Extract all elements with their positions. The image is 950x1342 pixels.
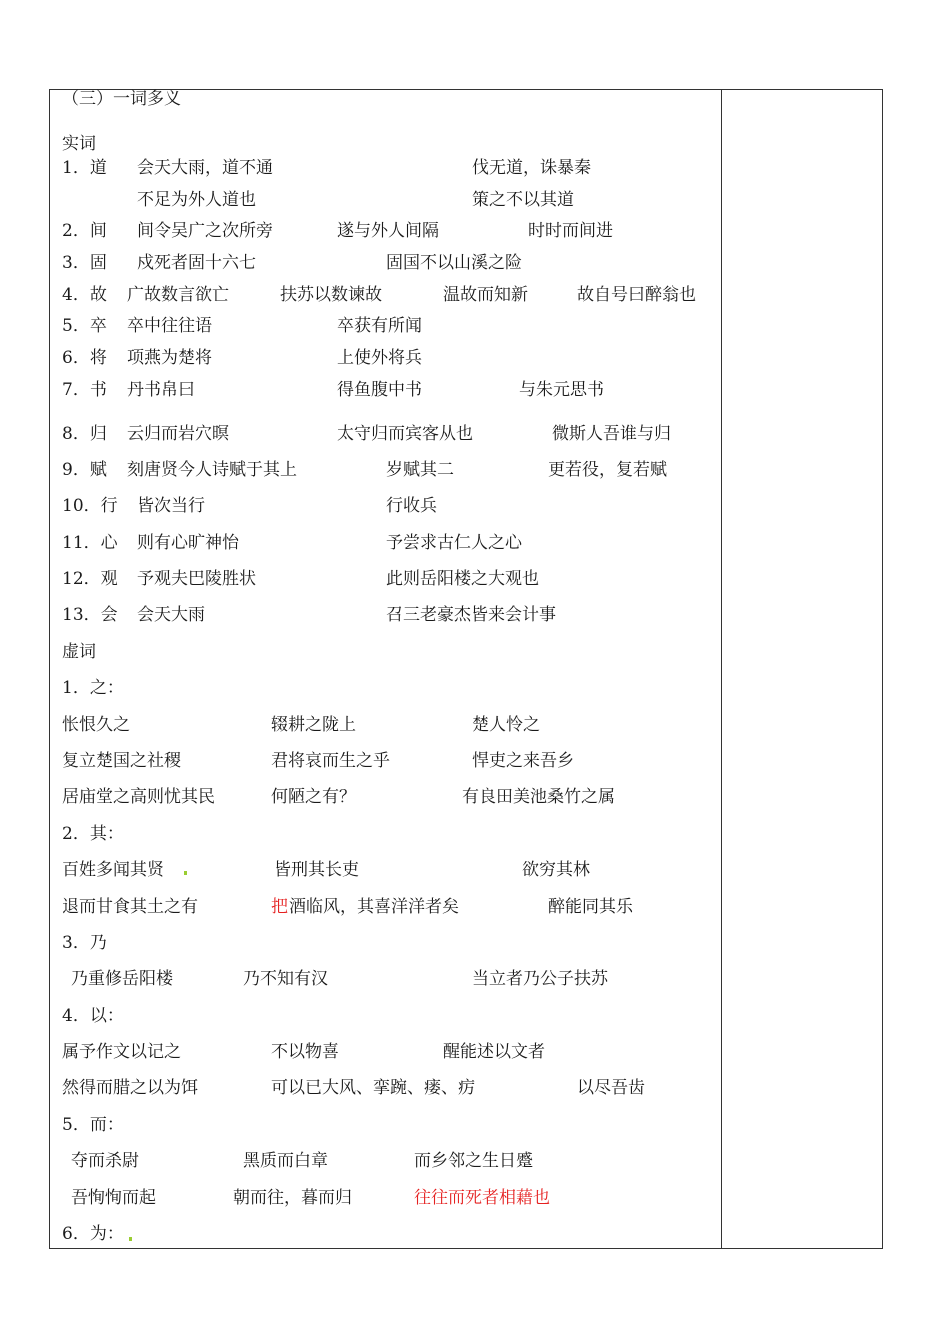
shici-example: 策之不以其道 (472, 190, 574, 210)
xuci-example: 君将哀而生之乎 (271, 751, 390, 771)
xuci-example: 朝而往，暮而归 (233, 1188, 352, 1208)
shici-example: 温故而知新 (443, 285, 528, 305)
column-divider (721, 90, 722, 1248)
shici-example: 故自号曰醉翁也 (577, 285, 696, 305)
highlighted-char: 把 (271, 897, 288, 917)
shici-label: 7．书 (62, 380, 107, 400)
xuci-example: 可以已大风、挛踠、瘘、疠 (271, 1078, 475, 1098)
xuci-example: 属予作文以记之 (62, 1042, 181, 1062)
xuci-example: 欲穷其林 (522, 860, 590, 880)
shici-example: 卒获有所闻 (337, 316, 422, 336)
xuci-example: 夺而杀尉 (71, 1151, 139, 1171)
xuci-example: 怅恨久之 (62, 715, 130, 735)
shici-example: 皆次当行 (137, 496, 205, 516)
shici-example: 会天大雨 (137, 605, 205, 625)
shici-example: 此则岳阳楼之大观也 (386, 569, 539, 589)
xuci-example: 百姓多闻其贤 (62, 860, 164, 880)
shici-example: 项燕为楚将 (127, 348, 212, 368)
highlighted-example: 往往而死者相藉也 (414, 1188, 550, 1208)
xuci-example: 退而甘食其土之有 (62, 897, 198, 917)
shici-example: 更若役，复若赋 (548, 460, 667, 480)
shici-label: 12．观 (62, 569, 118, 589)
shici-example: 行收兵 (386, 496, 437, 516)
mark-dot (184, 871, 187, 875)
shici-example: 丹书帛曰 (127, 380, 195, 400)
shici-example: 遂与外人间隔 (337, 221, 439, 241)
shici-label: 8．归 (62, 424, 107, 444)
xuci-example: 辍耕之陇上 (271, 715, 356, 735)
xuci-example: 然得而腊之以为饵 (62, 1078, 198, 1098)
shici-label: 13．会 (62, 605, 118, 625)
shici-example: 予尝求古仁人之心 (386, 533, 522, 553)
xuci-label: 2．其： (62, 824, 124, 844)
section-title: （三）一词多义 (62, 89, 181, 109)
shici-example: 间令吴广之次所旁 (137, 221, 273, 241)
shici-example: 微斯人吾谁与归 (552, 424, 671, 444)
mark-dot (129, 1237, 132, 1241)
xuci-example: 醉能同其乐 (548, 897, 633, 917)
xuci-example: 吾恂恂而起 (71, 1188, 156, 1208)
shici-example: 固国不以山溪之险 (386, 253, 522, 273)
shici-label: 6．将 (62, 348, 107, 368)
shici-example: 戍死者固十六七 (137, 253, 256, 273)
shici-label: 5．卒 (62, 316, 107, 336)
shici-example: 不足为外人道也 (137, 190, 256, 210)
xuci-label: 1．之： (62, 678, 124, 698)
xuci-example: 复立楚国之社稷 (62, 751, 181, 771)
shici-example: 会天大雨，道不通 (137, 158, 273, 178)
shici-example: 得鱼腹中书 (337, 380, 422, 400)
xuci-example: 楚人怜之 (472, 715, 540, 735)
shici-example: 扶苏以数谏故 (280, 285, 382, 305)
xuci-example: 有良田美池桑竹之属 (462, 787, 615, 807)
shici-example: 时时而间进 (528, 221, 613, 241)
shici-label: 1．道 (62, 158, 107, 178)
shici-example: 召三老豪杰皆来会计事 (386, 605, 556, 625)
xuci-example: 醒能述以文者 (443, 1042, 545, 1062)
xuci-example: 酒临风，其喜洋洋者矣 (289, 897, 459, 917)
xuci-example: 以尽吾齿 (577, 1078, 645, 1098)
shici-example: 上使外将兵 (337, 348, 422, 368)
xuci-label: 6．为： (62, 1224, 124, 1244)
xuci-example: 当立者乃公子扶苏 (472, 969, 608, 989)
xuci-example: 悍吏之来吾乡 (472, 751, 574, 771)
xuci-label: 4．以： (62, 1006, 124, 1026)
shici-label: 10．行 (62, 496, 118, 516)
shici-example: 卒中往往语 (127, 316, 212, 336)
xuci-example: 乃不知有汉 (243, 969, 328, 989)
xuci-example: 乃重修岳阳楼 (71, 969, 173, 989)
shici-example: 云归而岩穴暝 (127, 424, 229, 444)
shici-example: 伐无道，诛暴秦 (472, 158, 591, 178)
shici-heading: 实词 (62, 134, 96, 154)
xuci-label: 5．而： (62, 1115, 124, 1135)
shici-example: 则有心旷神怡 (137, 533, 239, 553)
shici-example: 岁赋其二 (386, 460, 454, 480)
shici-example: 刻唐贤今人诗赋于其上 (127, 460, 297, 480)
shici-example: 太守归而宾客从也 (337, 424, 473, 444)
shici-label: 4．故 (62, 285, 107, 305)
xuci-example: 何陋之有？ (271, 787, 356, 807)
xuci-example: 皆刑其长吏 (274, 860, 359, 880)
xuci-example: 黑质而白章 (243, 1151, 328, 1171)
xuci-label: 3．乃 (62, 933, 107, 953)
shici-label: 11．心 (62, 533, 118, 553)
shici-example: 与朱元思书 (519, 380, 604, 400)
shici-label: 9．赋 (62, 460, 107, 480)
xuci-example: 而乡邻之生日蹙 (414, 1151, 533, 1171)
xuci-heading: 虚词 (62, 642, 96, 662)
xuci-example: 居庙堂之高则忧其民 (62, 787, 215, 807)
shici-label: 3．固 (62, 253, 107, 273)
shici-example: 予观夫巴陵胜状 (137, 569, 256, 589)
xuci-example: 不以物喜 (271, 1042, 339, 1062)
shici-example: 广故数言欲亡 (127, 285, 229, 305)
shici-label: 2．间 (62, 221, 107, 241)
